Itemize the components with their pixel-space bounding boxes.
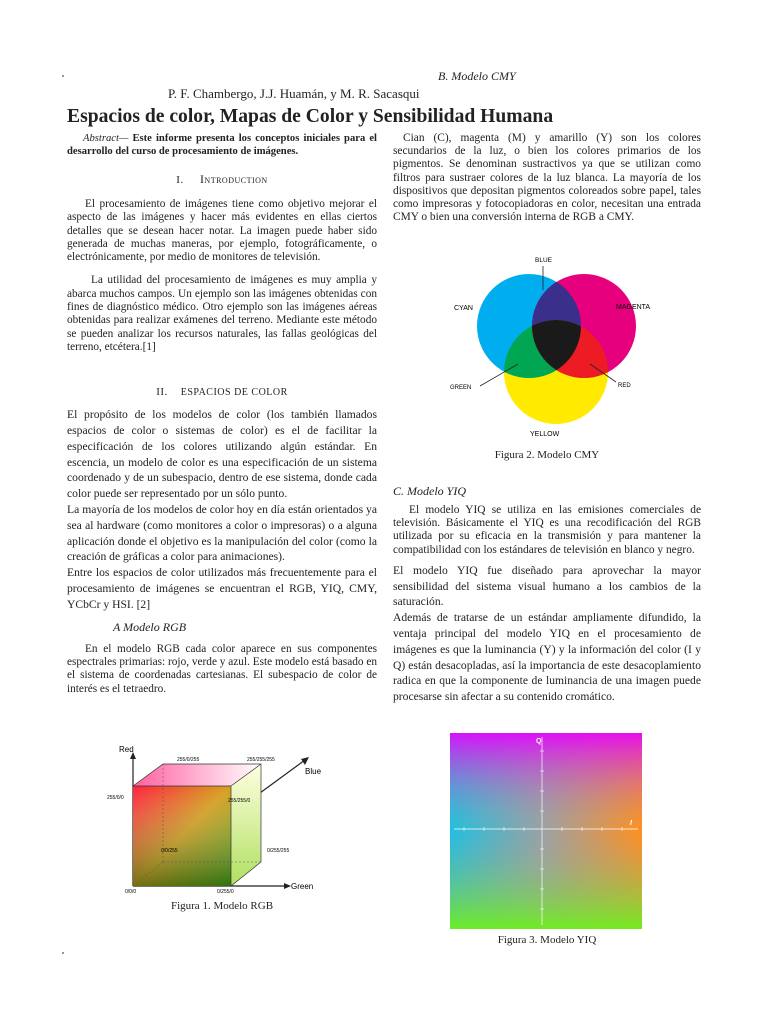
rgb-paragraph: En el modelo RGB cada color aparece en sus componentes espectrales primarias: rojo, verde y azul. Este modelo está basado en el sistema de coordenadas cartesianas. El subespacio de color de interés es el tetraedro. <box>67 642 377 695</box>
page-dot <box>62 952 64 954</box>
axis-q-label: Q <box>536 738 542 745</box>
corner-label: 255/255/255 <box>247 757 275 763</box>
cmy-paragraph: Cian (C), magenta (M) y amarillo (Y) son los colores secundarios de la luz, o bien los colores primarios de los pigmentos. Se denominan sustractivos ya que se utilizan como filtros para sustraer colores de la luz blanca. La mayoría de los dispositivos que depositan pigmentos coloreados sobre papel, tales como impresoras y fotocopiadoras en color, necesitan una entrada CMY o bien una conversión interna de RGB a CMY. <box>393 132 701 224</box>
figure-yiq-plane <box>450 733 642 929</box>
axis-label-green: Green <box>291 882 314 891</box>
corner-label: 0/0/0 <box>125 889 137 894</box>
label-green: GREEN <box>450 385 472 391</box>
subsection-rgb-heading: A Modelo RGB <box>113 619 187 634</box>
top-subheading: B. Modelo CMY <box>438 69 516 83</box>
corner-label: 255/255/0 <box>228 798 251 804</box>
intro-paragraph-2: La utilidad del procesamiento de imágenes es muy amplia y abarca muchos campos. Un ejemplo son las imágenes obtenidas con fines de diagnóstico médico. Otro ejemplo son las imágenes aéreas obtenidas para realizar exámenes del terreno. Mediante este método se pueden analizar los recursos naturales, las fallas geológicas del terreno, etcétera.[1] <box>67 274 377 353</box>
corner-label: 255/0/255 <box>177 757 200 763</box>
right-column-top <box>393 132 701 224</box>
subsection-yiq-heading: C. Modelo YIQ <box>393 484 466 498</box>
axis-i-label: I <box>630 820 632 827</box>
yiq-paragraph-1: El modelo YIQ se utiliza en las emisiones comerciales de televisión. Básicamente el YIQ es una recodificación del RGB utilizada por su eficacia en la transmisión y para mantener la compatibilidad con los estándares de televisión en blanco y negro. <box>393 504 701 556</box>
yiq-paragraph-3: Además de tratarse de un estándar ampliamente difundido, la ventaja principal del modelo YIQ en el procesamiento de imágenes es que la luminancia (Y) y la información del color (I y Q) están desacopladas, así la importancia de este desacoplamiento radica en que la componente de luminancia de una imagen puede procesarse sin afectar a su contenido cromático. <box>393 611 701 704</box>
label-yellow: YELLOW <box>530 431 560 438</box>
axis-label-red: Red <box>119 745 134 754</box>
corner-label: 255/0/0 <box>107 795 124 801</box>
section-number: I. <box>176 174 184 186</box>
color-spaces-paragraph-1: El propósito de los modelos de color (los también llamados espacios de color o sistemas de color) es el de facilitar la especificación de los colores utilizando algún estándar. En escencia, un modelo de color es una especificación de un sistema coordenado y de un subespacio, dentro de ese sistema, donde cada color puede ser representado por un sólo punto. <box>67 408 377 501</box>
figure-rgb-cube <box>105 744 325 894</box>
label-red: RED <box>618 383 631 389</box>
intro-paragraph-1: El procesamiento de imágenes tiene como objetivo mejorar el aspecto de las imágenes y hacer más evidentes en ellas ciertos detalles que se desean hacer notar. La imagen puede haber sido generada de muchas maneras, por ejemplo, fotográficamente, o electrónicamente, por medio de monitores de televisión. <box>67 198 377 264</box>
yiq-paragraph-2: El modelo YIQ fue diseñado para aprovechar la mayor sensibilidad del sistema visual humano a los cambios de la saturación. <box>393 563 701 609</box>
authors: P. F. Chambergo, J.J. Huamán, y M. R. Sacasqui <box>168 86 420 101</box>
color-spaces-paragraph-2: La mayoría de los modelos de color hoy en día están orientados ya sea al hardware (como monitores a color o impresoras) o a alguna aplicación donde el objetivo es la manipulación del color (como la creación de gráficas a color para animaciones). <box>67 503 377 564</box>
corner-label: 0/255/255 <box>267 848 290 854</box>
figure-cmy-circles <box>440 250 670 442</box>
section-title: ESPACIOS DE COLOR <box>180 387 288 399</box>
figure-2-caption: Figura 2. Modelo CMY <box>494 449 600 461</box>
figure-1-caption: Figura 1. Modelo RGB <box>170 900 274 912</box>
abstract-label: Abstract— <box>83 133 129 144</box>
left-column <box>67 133 377 696</box>
figure-3-caption: Figura 3. Modelo YIQ <box>497 934 597 946</box>
label-cyan: CYAN <box>454 305 473 312</box>
paper-title: Espacios de color, Mapas de Color y Sensibilidad Humana <box>67 106 554 127</box>
label-magenta: MAGENTA <box>616 304 651 311</box>
section-title: Introduction <box>199 172 268 186</box>
section-heading-introduction <box>67 172 377 187</box>
color-spaces-paragraph-3: Entre los espacios de color utilizados más frecuentemente para el procesamiento de imágenes se encuentran el RGB, YIQ, CMY, YCbCr y HSI. [2] <box>67 566 377 611</box>
right-column-bottom <box>393 484 701 705</box>
section-number: II. <box>156 386 168 399</box>
abstract <box>67 133 377 158</box>
corner-label: 0/0/255 <box>161 848 178 854</box>
abstract-text: Este informe presenta los conceptos iniciales para el desarrollo del curso de procesamiento de imágenes. <box>67 133 378 157</box>
page-dot <box>62 75 64 77</box>
section-heading-color-spaces <box>67 386 377 398</box>
axis-label-blue: Blue <box>305 767 322 776</box>
label-blue: BLUE <box>535 257 552 264</box>
corner-label: 0/255/0 <box>217 889 234 894</box>
